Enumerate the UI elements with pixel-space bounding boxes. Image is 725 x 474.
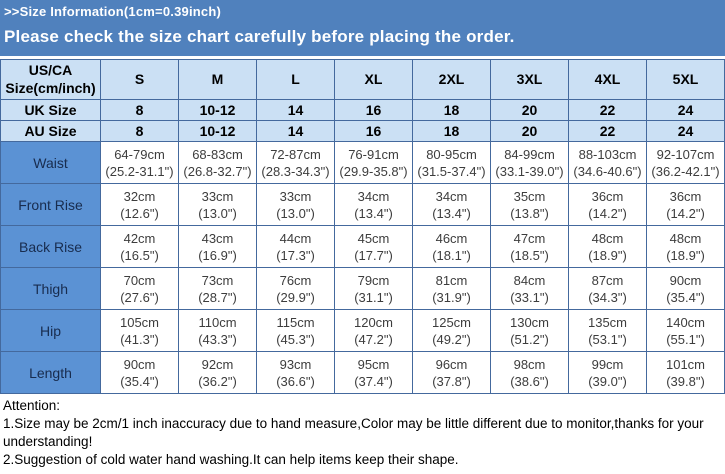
measurement-value-cell [179,142,257,184]
size-value-cell: 8 [101,121,179,142]
size-conversion-row [1,121,725,142]
size-value-cell: 20 [491,100,569,121]
row-label-cell: AU Size [1,121,101,142]
measurement-value-cell [569,226,647,268]
measurement-value-cell [491,226,569,268]
size-value-cell: 22 [569,121,647,142]
size-value-cell: 14 [257,121,335,142]
measurement-value-cell [179,226,257,268]
inch-value: (33.1") [510,289,549,305]
cm-value: 43cm [201,230,234,246]
cm-value: 96cm [435,356,468,372]
cm-value: 105cm [119,314,160,330]
measurement-value-cell [101,310,179,352]
inch-value: (26.8-32.7") [183,163,252,179]
measurement-value-cell [335,310,413,352]
cm-value: 68-83cm [192,146,243,162]
inch-value: (14.2") [588,205,627,221]
size-value-cell: 16 [335,121,413,142]
measurement-value-cell [179,310,257,352]
inch-value: (13.0") [276,205,315,221]
size-value-cell: 8 [101,100,179,121]
cm-value: 101cm [665,356,706,372]
measurement-value-cell [179,352,257,394]
measurement-value-cell [257,352,335,394]
inch-value: (18.9") [588,247,627,263]
cm-value: 140cm [665,314,706,330]
measurement-value-cell [335,268,413,310]
inch-value: (55.1") [666,331,705,347]
measurement-value-cell [569,310,647,352]
cm-value: 84-99cm [504,146,555,162]
inch-value: (28.3-34.3") [261,163,330,179]
row-label-cell: Length [1,352,101,394]
measurement-row [1,352,725,394]
size-conversion-row [1,100,725,121]
size-column-header: 3XL [491,60,569,100]
measurement-value-cell [101,268,179,310]
inch-value: (43.3") [198,331,237,347]
row-label-cell: Front Rise [1,184,101,226]
size-chart-warning-text: Please check the size chart carefully before placing the order. [4,27,515,46]
row-label-cell: UK Size [1,100,101,121]
inch-value: (31.5-37.4") [417,163,486,179]
cm-value: 70cm [123,272,156,288]
inch-value: (53.1") [588,331,627,347]
size-value-cell: 22 [569,100,647,121]
cm-value: 130cm [509,314,550,330]
cm-value: 42cm [123,230,156,246]
cm-value: 32cm [123,188,156,204]
cm-value: 34cm [357,188,390,204]
measurement-value-cell [257,226,335,268]
measurement-value-cell [569,184,647,226]
measurement-value-cell [413,268,491,310]
cm-value: 84cm [513,272,546,288]
attention-note-2: 2.Suggestion of cold water hand washing.It can help items keep their shape. [3,452,459,467]
inch-value: (37.8") [432,373,471,389]
cm-value: 34cm [435,188,468,204]
inch-value: (35.4") [120,373,159,389]
row-label-cell: Back Rise [1,226,101,268]
inch-value: (31.1") [354,289,393,305]
measurement-value-cell [413,352,491,394]
cm-value: 36cm [591,188,624,204]
inch-value: (13.4") [354,205,393,221]
inch-value: (49.2") [432,331,471,347]
cm-value: 81cm [435,272,468,288]
measurement-value-cell [413,310,491,352]
attention-heading: Attention: [3,398,61,413]
inch-value: (51.2") [510,331,549,347]
corner-header-cell: US/CA Size(cm/inch) [1,60,101,100]
measurement-value-cell [491,142,569,184]
cm-value: 92-107cm [656,146,715,162]
inch-value: (33.1-39.0") [495,163,564,179]
cm-value: 33cm [279,188,312,204]
measurement-value-cell [179,268,257,310]
size-value-cell: 14 [257,100,335,121]
cm-value: 110cm [198,314,237,330]
measurement-value-cell [491,184,569,226]
cm-value: 93cm [279,356,312,372]
cm-value: 47cm [513,230,546,246]
cm-value: 64-79cm [114,146,165,162]
cm-value: 80-95cm [426,146,477,162]
measurement-value-cell [257,310,335,352]
inch-value: (13.0") [198,205,237,221]
measurement-row [1,226,725,268]
inch-value: (18.1") [432,247,471,263]
measurement-value-cell [413,142,491,184]
measurement-row [1,142,725,184]
inch-value: (41.3") [120,331,159,347]
measurement-value-cell [647,184,725,226]
measurement-value-cell [647,352,725,394]
cm-value: 44cm [279,230,312,246]
measurement-value-cell [569,352,647,394]
size-value-cell: 18 [413,100,491,121]
size-value-cell: 24 [647,100,725,121]
inch-value: (36.2") [198,373,237,389]
cm-value: 88-103cm [578,146,637,162]
cm-value: 99cm [591,356,624,372]
attention-notes [0,394,725,469]
size-column-header: L [257,60,335,100]
cm-value: 33cm [201,188,234,204]
size-value-cell: 24 [647,121,725,142]
cm-value: 120cm [353,314,394,330]
measurement-value-cell [413,184,491,226]
info-banner [0,0,725,56]
cm-value: 48cm [591,230,624,246]
size-column-header: 2XL [413,60,491,100]
measurement-row [1,268,725,310]
measurement-value-cell [101,142,179,184]
cm-value: 76-91cm [348,146,399,162]
inch-value: (17.3") [276,247,315,263]
measurement-value-cell [491,352,569,394]
cm-value: 35cm [513,188,546,204]
cm-value: 115cm [276,314,315,330]
cm-value: 73cm [201,272,234,288]
measurement-value-cell [491,268,569,310]
measurement-value-cell [257,184,335,226]
cm-value: 98cm [513,356,546,372]
inch-value: (35.4") [666,289,705,305]
cm-value: 76cm [279,272,312,288]
measurement-value-cell [335,352,413,394]
measurement-row [1,310,725,352]
measurement-value-cell [491,310,569,352]
measurement-value-cell [569,268,647,310]
size-column-header: M [179,60,257,100]
measurement-value-cell [335,184,413,226]
cm-value: 79cm [357,272,390,288]
attention-note-1: 1.Size may be 2cm/1 inch inaccuracy due to hand measure,Color may be little different due to monitor,thanks for your understanding! [3,416,704,449]
measurement-row [1,184,725,226]
inch-value: (28.7") [198,289,237,305]
cm-value: 90cm [123,356,156,372]
inch-value: (36.2-42.1") [651,163,720,179]
inch-value: (14.2") [666,205,705,221]
inch-value: (45.3") [276,331,315,347]
inch-value: (18.9") [666,247,705,263]
cm-value: 92cm [201,356,234,372]
measurement-value-cell [101,352,179,394]
size-value-cell: 10-12 [179,121,257,142]
inch-value: (29.9-35.8") [339,163,408,179]
size-value-cell: 16 [335,100,413,121]
row-label-cell: Hip [1,310,101,352]
size-information-title: >>Size Information(1cm=0.39inch) [4,4,221,19]
size-column-header: XL [335,60,413,100]
cm-value: 125cm [431,314,472,330]
inch-value: (39.0") [588,373,627,389]
inch-value: (36.6") [276,373,315,389]
row-label-cell: Waist [1,142,101,184]
cm-value: 36cm [669,188,702,204]
measurement-value-cell [335,142,413,184]
cm-value: 72-87cm [270,146,321,162]
inch-value: (18.5") [510,247,549,263]
cm-value: 87cm [591,272,624,288]
inch-value: (39.8") [666,373,705,389]
inch-value: (27.6") [120,289,159,305]
inch-value: (34.6-40.6") [573,163,642,179]
measurement-value-cell [647,226,725,268]
measurement-value-cell [335,226,413,268]
measurement-value-cell [101,184,179,226]
inch-value: (17.7") [354,247,393,263]
inch-value: (34.3") [588,289,627,305]
measurement-value-cell [257,142,335,184]
inch-value: (13.4") [432,205,471,221]
measurement-value-cell [413,226,491,268]
size-column-header: 5XL [647,60,725,100]
inch-value: (29.9") [276,289,315,305]
inch-value: (25.2-31.1") [105,163,174,179]
measurement-value-cell [647,142,725,184]
cm-value: 90cm [669,272,702,288]
measurement-value-cell [257,268,335,310]
size-value-cell: 18 [413,121,491,142]
row-label-cell: Thigh [1,268,101,310]
size-value-cell: 20 [491,121,569,142]
cm-value: 135cm [587,314,628,330]
measurement-value-cell [647,310,725,352]
table-header-row [1,60,725,100]
size-value-cell: 10-12 [179,100,257,121]
inch-value: (47.2") [354,331,393,347]
measurement-value-cell [569,142,647,184]
measurement-value-cell [101,226,179,268]
inch-value: (16.5") [120,247,159,263]
inch-value: (31.9") [432,289,471,305]
inch-value: (37.4") [354,373,393,389]
cm-value: 95cm [357,356,390,372]
size-column-header: 4XL [569,60,647,100]
inch-value: (13.8") [510,205,549,221]
cm-value: 48cm [669,230,702,246]
inch-value: (12.6") [120,205,159,221]
inch-value: (38.6") [510,373,549,389]
cm-value: 45cm [357,230,390,246]
size-chart-table [0,59,725,394]
measurement-value-cell [647,268,725,310]
cm-value: 46cm [435,230,468,246]
measurement-value-cell [179,184,257,226]
inch-value: (16.9") [198,247,237,263]
size-column-header: S [101,60,179,100]
